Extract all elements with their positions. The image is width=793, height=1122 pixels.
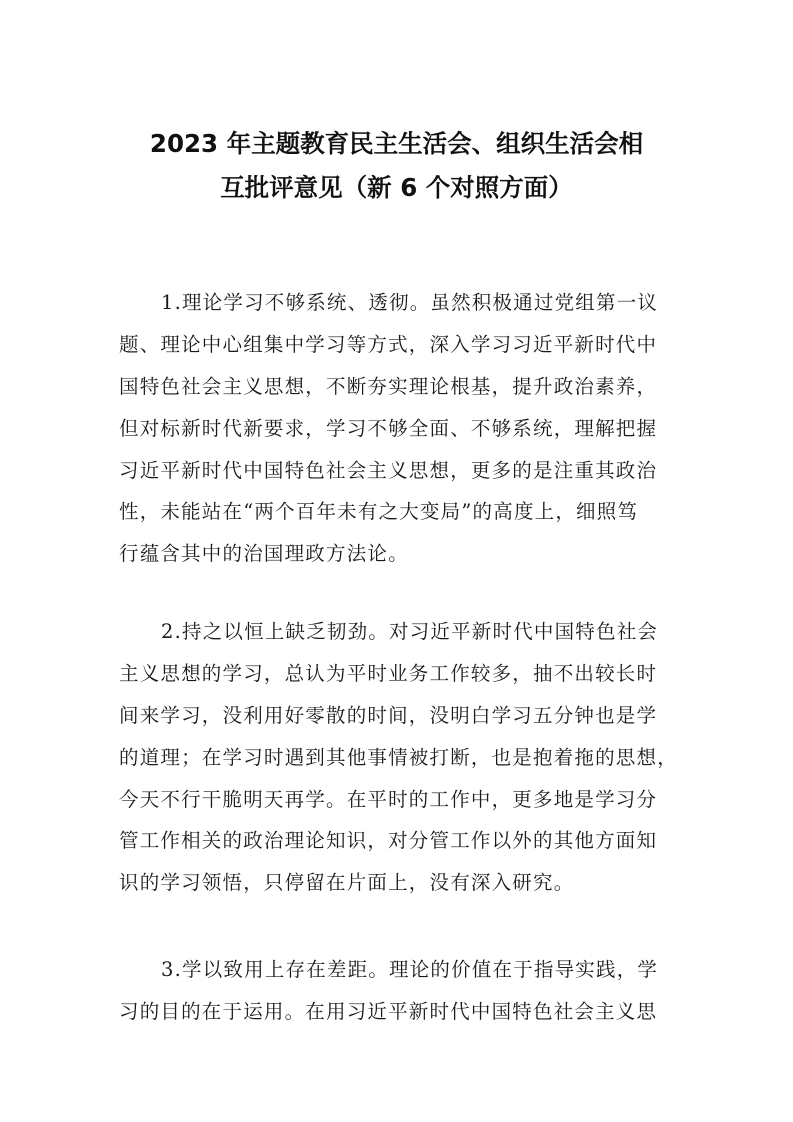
paragraph-line: 但对标新时代新要求，学习不够全面、不够系统，理解把握 xyxy=(119,416,658,440)
paragraph-line: 间来学习，没利用好零散的时间，没明白学习五分钟也是学 xyxy=(119,703,658,727)
paragraph-3 xyxy=(119,949,675,1033)
paragraph-2 xyxy=(119,611,678,904)
paragraph-line: 管工作相关的政治理论知识，对分管工作以外的其他方面知 xyxy=(119,829,658,853)
paragraph-line: 习近平新时代中国特色社会主义思想，更多的是注重其政治 xyxy=(119,458,658,482)
paragraph-line: 题、理论中心组集中学习等方式，深入学习习近平新时代中 xyxy=(119,332,658,356)
paragraph-line: 性，未能站在“两个百年未有之大变局”的高度上，细照笃 xyxy=(119,500,639,524)
document-title xyxy=(100,122,693,210)
paragraph-1 xyxy=(119,282,675,575)
paragraph-line: 国特色社会主义思想，不断夯实理论根基，提升政治素养， xyxy=(119,374,658,398)
paragraph-line: 主义思想的学习，总认为平时业务工作较多，抽不出较长时 xyxy=(119,661,658,685)
paragraph-line: 3.学以致用上存在差距。理论的价值在于指导实践，学 xyxy=(161,958,659,981)
title-line-2: 互批评意见（新 6 个对照方面） xyxy=(220,173,573,202)
title-line-1: 2023 年主题教育民主生活会、组织生活会相 xyxy=(149,129,644,158)
paragraph-line: 习的目的在于运用。在用习近平新时代中国特色社会主义思 xyxy=(119,999,658,1023)
paragraph-line: 今天不行干脆明天再学。在平时的工作中，更多地是学习分 xyxy=(119,787,658,811)
paragraph-line: 2.持之以恒上缺乏韧劲。对习近平新时代中国特色社会 xyxy=(161,620,659,643)
paragraph-line: 识的学习领悟，只停留在片面上，没有深入研究。 xyxy=(119,871,575,895)
paragraph-line: 的道理；在学习时遇到其他事情被打断，也是抱着拖的思想， xyxy=(119,745,678,769)
paragraph-line: 行蕴含其中的治国理政方法论。 xyxy=(119,542,409,566)
paragraph-line: 1.理论学习不够系统、透彻。虽然积极通过党组第一议 xyxy=(161,291,659,314)
